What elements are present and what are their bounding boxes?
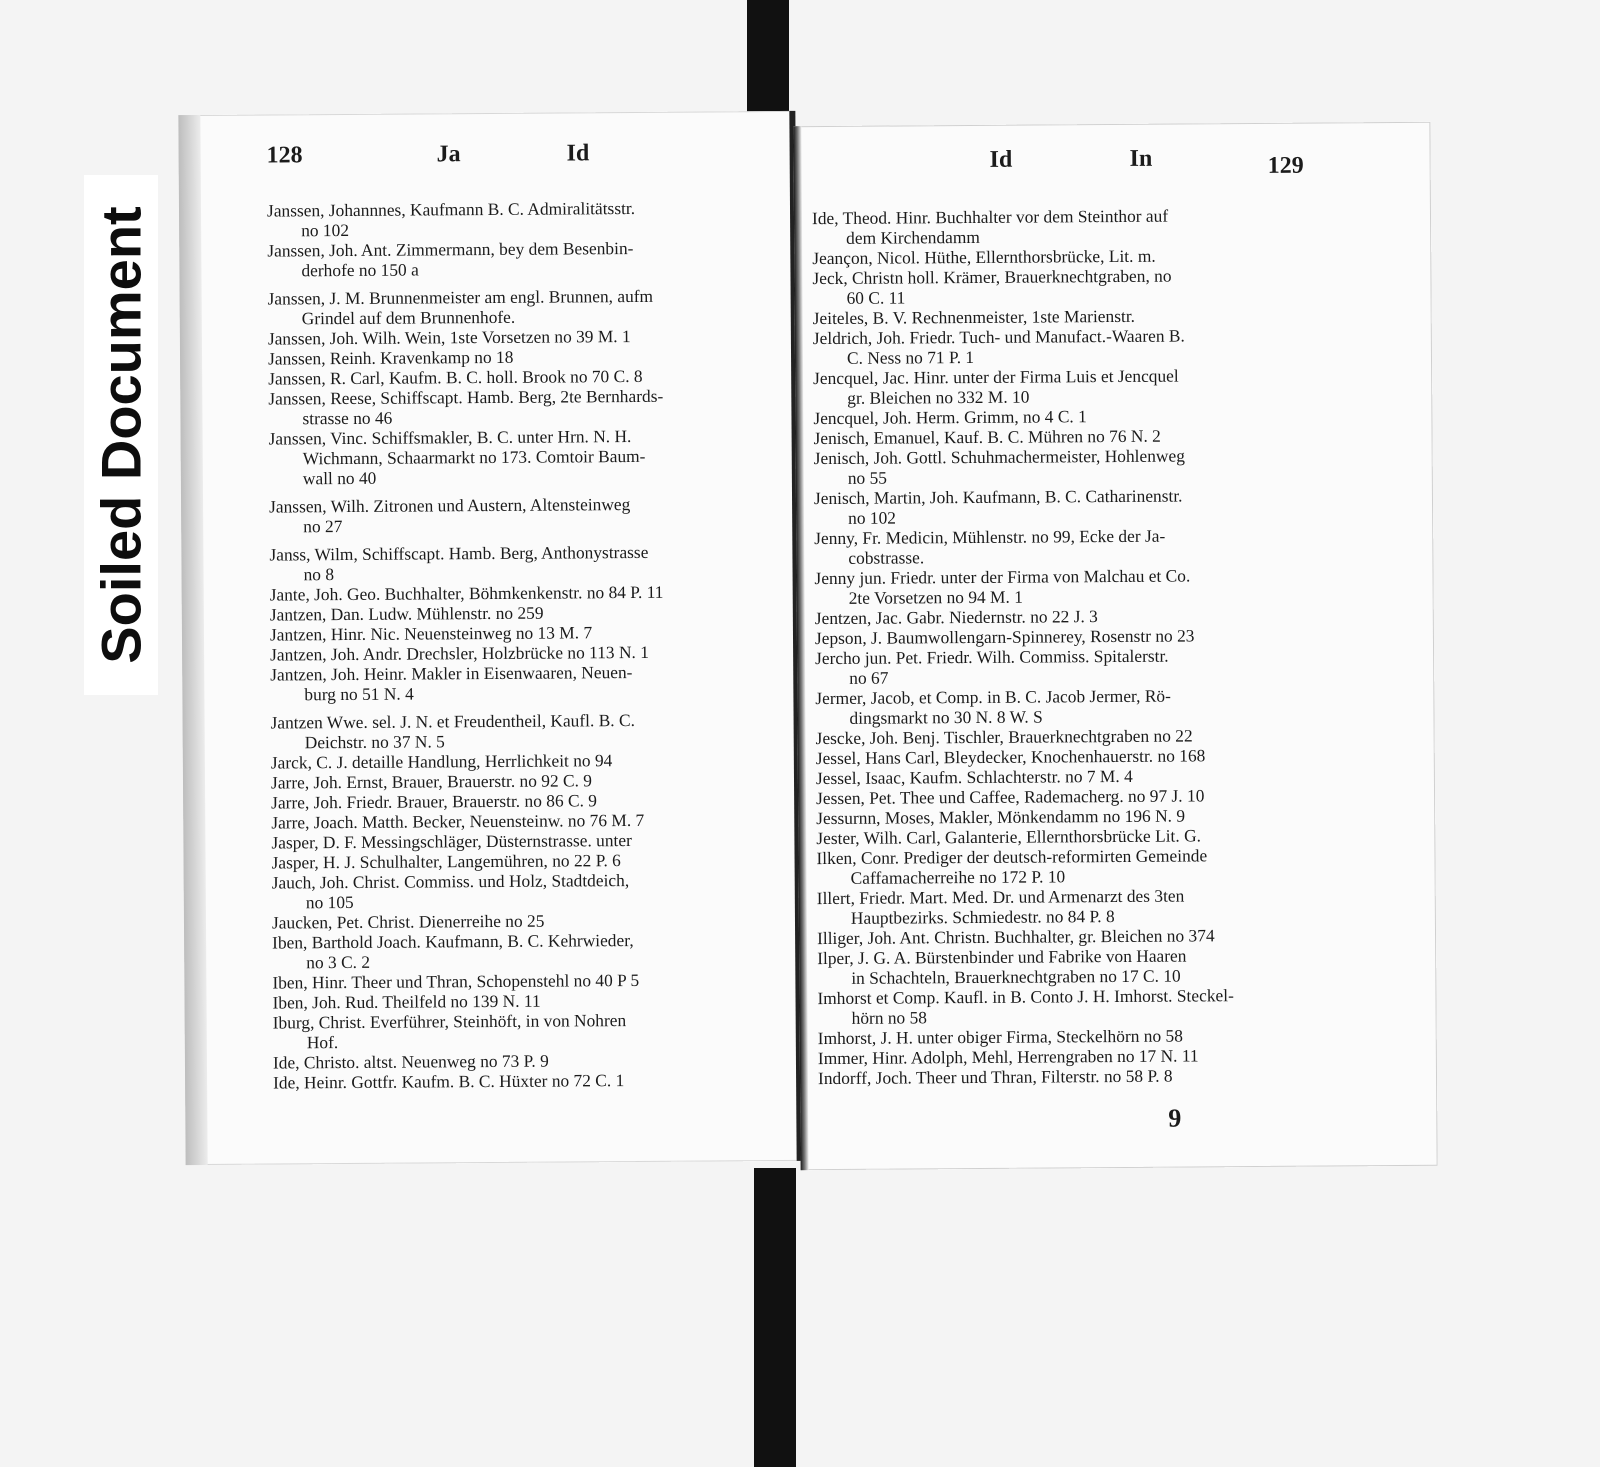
entry-continuation: hörn no 58 bbox=[851, 1007, 928, 1028]
entry-line: Jencquel, Jac. Hinr. unter der Firma Luis et Jencquel bbox=[813, 365, 1179, 389]
entry-continuation: no 102 bbox=[848, 507, 896, 528]
entry-line: Immer, Hinr. Adolph, Mehl, Herrengraben no 17 N. 11 bbox=[817, 1045, 1199, 1069]
entry-line: Jeançon, Nicol. Hüthe, Ellernthorsbrücke, Lit. m. bbox=[812, 245, 1156, 269]
directory-entry bbox=[267, 197, 767, 240]
entry-line: Iben, Barthold Joach. Kaufmann, B. C. Kehrwieder, bbox=[272, 930, 634, 953]
entry-line: Jenny jun. Friedr. unter der Firma von Malchau et Co. bbox=[814, 565, 1191, 589]
running-head-left: Id bbox=[989, 146, 1013, 173]
entry-line: Ide, Heinr. Gottfr. Kaufm. B. C. Hüxter no 72 C. 1 bbox=[273, 1070, 625, 1093]
directory-entry bbox=[269, 541, 769, 584]
entry-line: Janssen, Vinc. Schiffsmakler, B. C. unter Hrn. N. H. bbox=[268, 426, 632, 449]
entry-continuation: no 105 bbox=[305, 891, 354, 913]
entry-line: Jessen, Pet. Thee und Caffee, Rademacherg. no 97 J. 10 bbox=[815, 785, 1205, 809]
entry-line: Jencquel, Joh. Herm. Grimm, no 4 C. 1 bbox=[813, 406, 1087, 429]
entry-line: Jantzen, Hinr. Nic. Neuensteinweg no 13 M. 7 bbox=[269, 622, 593, 645]
entry-line: Jeiteles, B. V. Rechnenmeister, 1ste Marienstr. bbox=[812, 305, 1136, 329]
entry-continuation: dingsmarkt no 30 N. 8 W. S bbox=[849, 706, 1043, 728]
entry-line: Iben, Joh. Rud. Theilfeld no 139 N. 11 bbox=[272, 990, 541, 1013]
entry-line: Jermer, Jacob, et Comp. in B. C. Jacob Jermer, Rö- bbox=[815, 685, 1171, 709]
page-number: 129 bbox=[1267, 152, 1304, 179]
directory-entry bbox=[816, 845, 1316, 888]
entry-line: Jarre, Joh. Ernst, Brauer, Brauerstr. no 92 C. 9 bbox=[270, 770, 593, 793]
entry-continuation: Hof. bbox=[306, 1032, 339, 1053]
entry-line: Jessurnn, Moses, Makler, Mönkendamm no 196 N. 9 bbox=[816, 805, 1186, 829]
signature-mark: 9 bbox=[1168, 1103, 1182, 1133]
directory-entry bbox=[269, 493, 769, 536]
entry-list bbox=[812, 205, 1318, 1088]
entry-line: Jester, Wilh. Carl, Galanterie, Ellernthorsbrücke Lit. G. bbox=[816, 825, 1202, 849]
entry-line: Jantzen, Joh. Andr. Drechsler, Holzbrücke no 113 N. 1 bbox=[270, 641, 649, 665]
entry-line: Jauch, Joh. Christ. Commiss. und Holz, Stadtdeich, bbox=[271, 870, 630, 893]
entry-line: Jescke, Joh. Benj. Tischler, Brauerknechtgraben no 22 bbox=[815, 725, 1193, 749]
entry-line: Jessel, Isaac, Kaufm. Schlachterstr. no 7 M. 4 bbox=[815, 765, 1133, 789]
entry-line: Jenisch, Martin, Joh. Kaufmann, B. C. Catharinenstr. bbox=[813, 485, 1183, 509]
entry-continuation: 2te Vorsetzen no 94 M. 1 bbox=[848, 586, 1023, 608]
entry-line: Ilken, Conr. Prediger der deutsch-reformirten Gemeinde bbox=[816, 845, 1208, 869]
page-number: 128 bbox=[266, 142, 303, 169]
entry-line: Jercho jun. Pet. Friedr. Wilh. Commiss. Spitalerstr. bbox=[815, 645, 1169, 669]
entry-line: Jarre, Joach. Matth. Becker, Neuensteinw. no 76 M. 7 bbox=[271, 809, 645, 833]
entry-line: Imhorst et Comp. Kaufl. in B. Conto J. H. Imhorst. Steckel- bbox=[817, 985, 1234, 1009]
entry-line: Janss, Wilm, Schiffscapt. Hamb. Berg, Anthonystrasse bbox=[269, 541, 649, 565]
entry-line: Jantzen, Joh. Heinr. Makler in Eisenwaaren, Neuen- bbox=[270, 662, 633, 685]
entry-continuation: no 55 bbox=[847, 467, 888, 488]
entry-line: Iburg, Christ. Everführer, Steinhöft, in von Nohren bbox=[272, 1010, 627, 1033]
entry-continuation: gr. Bleichen no 332 M. 10 bbox=[847, 386, 1030, 408]
entry-continuation: in Schachteln, Brauerknechtgraben no 17 C. 10 bbox=[851, 965, 1181, 988]
left-page bbox=[178, 111, 802, 1165]
entry-line: Janssen, J. M. Brunnenmeister am engl. Brunnen, aufm bbox=[267, 285, 654, 309]
entry-line: Iben, Hinr. Theer und Thran, Schopenstehl no 40 P 5 bbox=[272, 969, 640, 993]
running-head-right: In bbox=[1129, 145, 1153, 172]
entry-continuation: C. Ness no 71 P. 1 bbox=[846, 346, 975, 368]
entry-continuation: no 8 bbox=[303, 564, 335, 585]
entry-line: Ilper, J. G. A. Bürstenbinder und Fabrike von Haaren bbox=[817, 945, 1187, 969]
entry-line: Janssen, Joh. Wilh. Wein, 1ste Vorsetzen no 39 M. 1 bbox=[267, 326, 631, 349]
entry-continuation: no 27 bbox=[303, 516, 343, 537]
directory-entry bbox=[818, 1065, 1318, 1088]
directory-entry bbox=[272, 929, 772, 972]
directory-entry bbox=[272, 869, 772, 912]
directory-entry bbox=[271, 709, 771, 752]
entry-line: Ide, Theod. Hinr. Buchhalter vor dem Steinthor auf bbox=[811, 205, 1169, 229]
entry-continuation: no 67 bbox=[849, 667, 889, 688]
entry-line: Janssen, Johannnes, Kaufmann B. C. Admiralitätsstr. bbox=[266, 197, 636, 221]
directory-entry bbox=[814, 565, 1314, 608]
directory-entry bbox=[814, 445, 1314, 488]
entry-line: Illert, Friedr. Mart. Med. Dr. und Armenarzt des 3ten bbox=[816, 885, 1185, 909]
directory-entry bbox=[273, 1069, 773, 1092]
entry-line: Jasper, H. J. Schulhalter, Langemühren, no 22 P. 6 bbox=[271, 850, 621, 873]
entry-continuation: Deichstr. no 37 N. 5 bbox=[304, 731, 445, 753]
right-page bbox=[793, 122, 1437, 1170]
entry-line: Jenny, Fr. Medicin, Mühlenstr. no 99, Ecke der Ja- bbox=[814, 525, 1166, 549]
entry-continuation: 60 C. 11 bbox=[846, 287, 906, 308]
directory-entry bbox=[270, 661, 770, 704]
page-edge-shadow bbox=[178, 115, 207, 1165]
directory-entry bbox=[812, 205, 1312, 248]
entry-continuation: wall no 40 bbox=[302, 467, 377, 489]
entry-line: Janssen, R. Carl, Kaufm. B. C. holl. Brook no 70 C. 8 bbox=[268, 365, 643, 389]
entry-line: Janssen, Reinh. Kravenkamp no 18 bbox=[267, 346, 514, 369]
entry-continuation: Hauptbezirks. Schmiedestr. no 84 P. 8 bbox=[850, 906, 1115, 928]
entry-line: Jenisch, Joh. Gottl. Schuhmachermeister, Hohlenweg bbox=[813, 445, 1185, 469]
directory-entry bbox=[273, 1009, 773, 1052]
running-head-right: Id bbox=[566, 140, 590, 167]
directory-entry bbox=[815, 685, 1315, 728]
directory-entry bbox=[269, 425, 769, 488]
entry-line: Jantzen, Dan. Ludw. Mühlenstr. no 259 bbox=[269, 602, 544, 625]
entry-continuation: dem Kirchendamm bbox=[846, 226, 980, 248]
entry-line: Jaucken, Pet. Christ. Dienerreihe no 25 bbox=[271, 910, 545, 933]
entry-line: Jante, Joh. Geo. Buchhalter, Böhmkenkenstr. no 84 P. 11 bbox=[269, 581, 664, 605]
entry-line: Jarre, Joh. Friedr. Brauer, Brauerstr. no 86 C. 9 bbox=[271, 790, 598, 813]
directory-entry bbox=[813, 365, 1313, 408]
directory-entry bbox=[815, 645, 1315, 688]
entry-line: Ide, Christo. altst. Neuenweg no 73 P. 9 bbox=[272, 1050, 549, 1073]
entry-line: Imhorst, J. H. unter obiger Firma, Steckelhörn no 58 bbox=[817, 1025, 1183, 1049]
entry-line: Jentzen, Jac. Gabr. Niedernstr. no 22 J. 3 bbox=[814, 606, 1098, 629]
directory-entry bbox=[268, 285, 768, 328]
stamp-label: Soiled Document bbox=[89, 206, 153, 664]
entry-continuation: cobstrasse. bbox=[848, 547, 925, 568]
entry-continuation: derhofe no 150 a bbox=[301, 259, 419, 281]
directory-entry bbox=[817, 945, 1317, 988]
binding-spine-bottom bbox=[754, 1168, 796, 1467]
entry-line: Jeck, Christn holl. Krämer, Brauerknechtgraben, no bbox=[812, 265, 1172, 289]
entry-continuation: no 3 C. 2 bbox=[306, 951, 371, 973]
binding-spine-top bbox=[747, 0, 789, 122]
entry-line: Janssen, Reese, Schiffscapt. Hamb. Berg, 2te Bernhards- bbox=[268, 385, 664, 409]
entry-line: Illiger, Joh. Ant. Christn. Buchhalter, gr. Bleichen no 374 bbox=[816, 925, 1215, 949]
directory-entry bbox=[813, 325, 1313, 368]
entry-line: Indorff, Joch. Theer und Thran, Filterstr. no 58 P. 8 bbox=[817, 1065, 1173, 1089]
directory-entry bbox=[268, 385, 768, 428]
entry-continuation: Grindel auf dem Brunnenhofe. bbox=[301, 306, 516, 329]
entry-continuation: no 102 bbox=[301, 219, 350, 241]
directory-entry bbox=[814, 525, 1314, 568]
directory-entry bbox=[814, 485, 1314, 528]
entry-line: Jantzen Wwe. sel. J. N. et Freudentheil, Kaufl. B. C. bbox=[270, 709, 635, 733]
entry-line: Janssen, Wilh. Zitronen und Austern, Altensteinweg bbox=[269, 494, 631, 517]
entry-continuation: Caffamacherreihe no 172 P. 10 bbox=[850, 866, 1066, 888]
entry-continuation: strasse no 46 bbox=[302, 407, 393, 429]
entry-continuation: burg no 51 N. 4 bbox=[304, 683, 414, 705]
directory-entry bbox=[817, 985, 1317, 1028]
running-head-left: Ja bbox=[436, 141, 461, 168]
entry-continuation: Wichmann, Schaarmarkt no 173. Comtoir Baum- bbox=[302, 445, 646, 469]
entry-line: Jepson, J. Baumwollengarn-Spinnerey, Rosenstr no 23 bbox=[814, 625, 1195, 649]
entry-line: Jarck, C. J. detaille Handlung, Herrlichkeit no 94 bbox=[270, 750, 613, 773]
entry-line: Janssen, Joh. Ant. Zimmermann, bey dem Besenbin- bbox=[267, 237, 634, 261]
entry-line: Jessel, Hans Carl, Bleydecker, Knochenhauerstr. no 168 bbox=[815, 745, 1206, 769]
directory-entry bbox=[817, 885, 1317, 928]
entry-list bbox=[267, 197, 773, 1092]
entry-line: Jasper, D. F. Messingschläger, Düsternstrasse. unter bbox=[271, 830, 632, 853]
directory-entry bbox=[267, 237, 767, 280]
entry-line: Jenisch, Emanuel, Kauf. B. C. Mühren no 76 N. 2 bbox=[813, 425, 1161, 449]
directory-entry bbox=[812, 265, 1312, 308]
entry-line: Jeldrich, Joh. Friedr. Tuch- und Manufact.-Waaren B. bbox=[812, 325, 1185, 349]
